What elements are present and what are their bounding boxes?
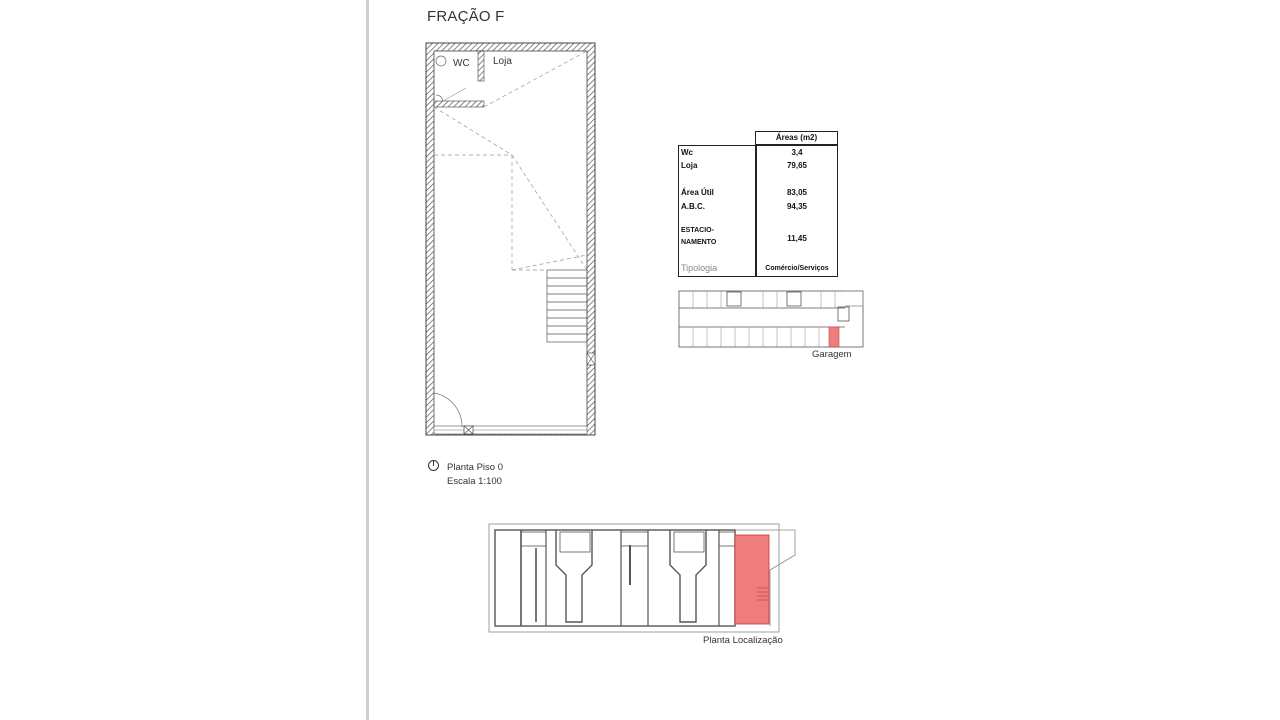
areas-row-label: Tipologia: [681, 263, 718, 273]
areas-row-label: Área Útil: [681, 188, 714, 197]
garage-caption: Garagem: [812, 349, 852, 360]
areas-row-label: A.B.C.: [681, 202, 705, 211]
garage-spot-highlight: [829, 327, 839, 347]
areas-row-label: Wc: [681, 148, 693, 157]
areas-row-value: 83,05: [786, 188, 808, 197]
areas-row-value: 94,35: [786, 202, 808, 211]
areas-row-label: NAMENTO: [681, 239, 717, 246]
areas-row-value: 79,65: [786, 161, 808, 170]
north-icon: [428, 460, 439, 471]
room-label-wc: WC: [453, 58, 470, 69]
areas-row-value: 11,45: [787, 234, 807, 243]
areas-row-value: Comércio/Serviços: [765, 265, 829, 272]
areas-row-label: Loja: [681, 161, 698, 170]
location-unit-highlight: [735, 535, 769, 624]
areas-row-label: ESTACIO-: [681, 227, 714, 234]
room-label-loja: Loja: [493, 56, 512, 67]
floor-plan-scale: Escala 1:100: [447, 476, 502, 487]
floor-plan-caption: Planta Piso 0: [447, 462, 503, 473]
location-caption: Planta Localização: [703, 635, 783, 646]
floor-plan: [426, 43, 595, 435]
areas-table-header: Áreas (m2): [755, 131, 838, 145]
areas-table-body: [678, 145, 838, 277]
areas-row-value: 3,4: [791, 148, 803, 157]
sheet-title: FRAÇÃO F: [427, 8, 505, 25]
areas-table: [678, 131, 838, 277]
